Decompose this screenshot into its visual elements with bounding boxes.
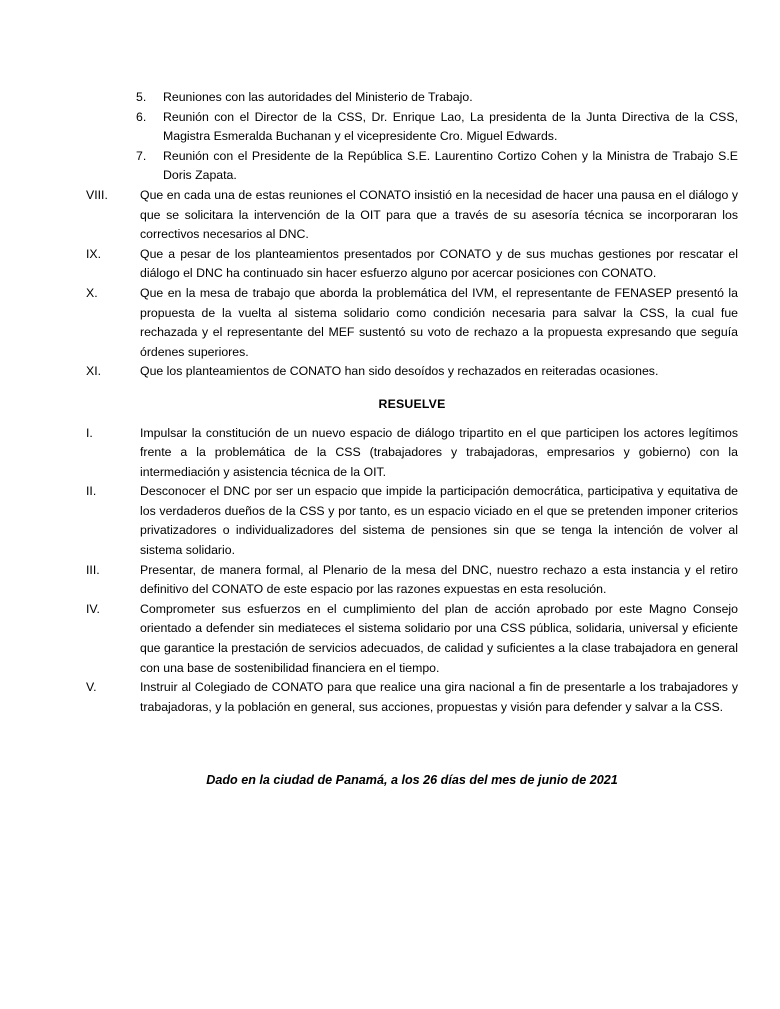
list-text: Que en la mesa de trabajo que aborda la problemática del IVM, el representante de FENASEP presentó la propuesta de la vuelta al sistema solidario como condición necesaria para salvar la CSS, la cual fue rechazada y el representante del MEF sustentó su voto de rechazo a la propuesta expresando que seguía órdenes superiores. <box>140 285 738 359</box>
document-body <box>86 88 738 791</box>
list-marker: V. <box>86 680 97 695</box>
list-text: Reuniones con las autoridades del Ministerio de Trabajo. <box>163 90 473 104</box>
list-item <box>86 561 738 600</box>
list-text: Reunión con el Director de la CSS, Dr. Enrique Lao, La presidenta de la Junta Directiva de la CSS, Magistra Esmeralda Buchanan y el vicepresidente Cro. Miguel Edwards. <box>163 109 738 144</box>
list-marker: II. <box>86 484 97 499</box>
list-item <box>86 600 738 678</box>
section-heading-resuelve: RESUELVE <box>378 396 446 411</box>
list-marker: 7. <box>136 148 147 163</box>
list-marker: X. <box>86 285 98 300</box>
list-marker: I. <box>86 425 93 440</box>
list-marker: IX. <box>86 246 102 261</box>
list-marker: III. <box>86 562 100 577</box>
list-text: Instruir al Colegiado de CONATO para que realice una gira nacional a fin de presentarle a los trabajadores y trabajadoras, y la población en general, sus acciones, propuestas y visión para defender y salvar a la CSS. <box>140 680 738 714</box>
list-item <box>136 88 738 108</box>
list-text: Impulsar la constitución de un nuevo espacio de diálogo tripartito en el que participen los actores legítimos frente a la problemática de la CSS (trabajadores y trabajadoras, empresarios y gobierno) con la intermediación y asistencia técnica de la OIT. <box>140 425 738 479</box>
list-marker: IV. <box>86 601 100 616</box>
list-item <box>86 245 738 284</box>
list-marker: VIII. <box>86 187 108 202</box>
list-item <box>86 362 738 382</box>
list-marker: XI. <box>86 364 102 379</box>
list-text: Que en cada una de estas reuniones el CONATO insistió en la necesidad de hacer una pausa en el diálogo y que se solicitara la intervención de la OIT para que a través de su asesoría técnica se incorporaran los correctivos necesarios al DNC. <box>140 187 738 242</box>
list-item <box>86 678 738 717</box>
list-item <box>136 108 738 147</box>
list-text: Que a pesar de los planteamientos presentados por CONATO y de sus muchas gestiones por rescatar el diálogo el DNC ha continuado sin hacer esfuerzo alguno por acercar posiciones con CONATO. <box>140 246 738 281</box>
list-marker: 6. <box>136 109 147 124</box>
list-text: Reunión con el Presidente de la República S.E. Laurentino Cortizo Cohen y la Ministra de Trabajo S.E Doris Zapata. <box>163 148 738 183</box>
list-item <box>86 186 738 245</box>
list-text: Presentar, de manera formal, al Plenario de la mesa del DNC, nuestro rechazo a esta instancia y el retiro definitivo del CONATO de este espacio por las razones expuestas en esta resolución. <box>140 562 738 597</box>
list-item <box>86 424 738 483</box>
list-item <box>86 284 738 362</box>
list-marker: 5. <box>136 90 147 104</box>
list-text: Comprometer sus esfuerzos en el cumplimiento del plan de acción aprobado por este Magno Consejo orientado a defender sin mediateces el sistema solidario por una CSS pública, solidaria, universal y eficiente que garantice la prestación de servicios adecuados, de calidad y suficientes a la clase trabajadora en general con una base de sostenibilidad financiera en el tiempo. <box>140 601 738 675</box>
list-text: Que los planteamientos de CONATO han sido desoídos y rechazados en reiteradas ocasiones. <box>140 364 659 379</box>
closing-date-line: Dado en la ciudad de Panamá, a los 26 días del mes de junio de 2021 <box>206 773 618 788</box>
list-item <box>136 147 738 186</box>
list-text: Desconocer el DNC por ser un espacio que impide la participación democrática, participativa y equitativa de los verdaderos dueños de la CSS y por tanto, es un espacio viciado en el que se pretenden imponer criterios privatizadores o individualizadores del sistema de pensiones sin que se tenga la intención de volver al sistema solidario. <box>140 484 738 558</box>
list-item <box>86 482 738 560</box>
